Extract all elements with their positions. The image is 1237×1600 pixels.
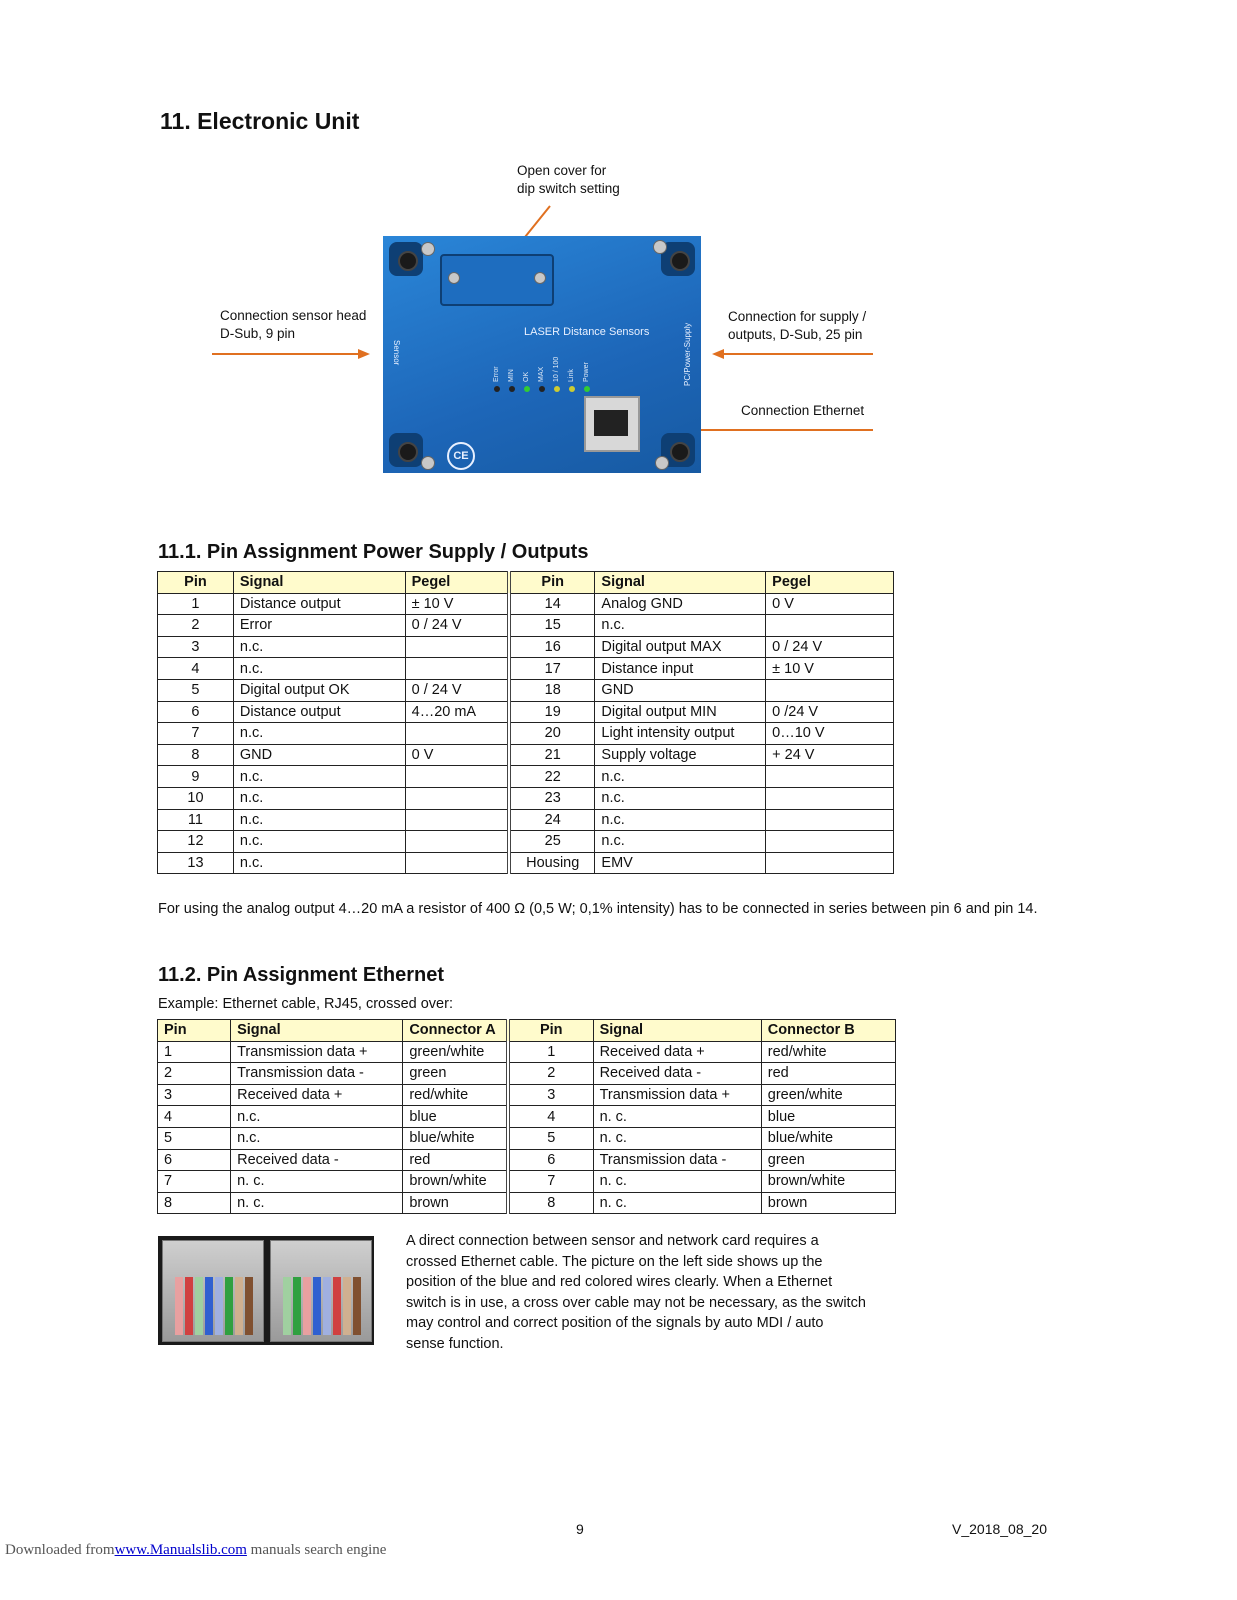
table-cell: 0 V [405,744,509,766]
table-cell: 6 [158,1149,231,1171]
table-row [158,658,894,680]
rj45-plug-a-icon [162,1240,264,1342]
table-header-row [158,1020,896,1042]
table-cell: Supply voltage [595,744,766,766]
screw-icon [421,456,435,470]
table-cell: Analog GND [595,593,766,615]
callout-cover [517,162,620,198]
page-number: 9 [576,1521,584,1537]
col-header: Connector B [761,1020,895,1042]
table-cell [766,809,894,831]
crossover-description [406,1231,866,1355]
table-cell: 4 [158,1106,231,1128]
table-cell: Digital output MIN [595,701,766,723]
table-cell: n.c. [233,787,405,809]
table-cell: green/white [761,1084,895,1106]
manualslib-link[interactable]: www.Manualslib.com [114,1542,247,1558]
led-max-icon [539,386,545,392]
led-label-max: MAX [538,366,545,382]
table-cell: Digital output MAX [595,636,766,658]
callout-ethernet: Connection Ethernet [741,403,865,418]
arrow-sensor-head [212,347,372,361]
led-min-icon [509,386,515,392]
col-header: Pin [509,572,595,594]
table-cell: n.c. [595,809,766,831]
col-header: Pegel [766,572,894,594]
dip-switch-cover[interactable] [440,254,554,306]
table-cell: 3 [508,1084,593,1106]
table-cell: 3 [158,1084,231,1106]
table-cell: n.c. [233,636,405,658]
table-cell: n. c. [231,1171,403,1193]
table-cell: 8 [158,744,234,766]
description-line: switch is in use, a cross over cable may not be necessary, as the switch [406,1294,866,1311]
table-row [158,1171,896,1193]
panel-label: LASER Distance Sensors [524,326,650,338]
table-cell: 8 [508,1192,593,1214]
col-header: Signal [233,572,405,594]
table-cell: n.c. [233,831,405,853]
table-cell [766,679,894,701]
table-cell: brown [761,1192,895,1214]
table-cell: 5 [158,679,234,701]
table-cell: 15 [509,615,595,637]
version-label: V_2018_08_20 [952,1521,1047,1537]
table-cell: 6 [508,1149,593,1171]
table-cell: Distance input [595,658,766,680]
rj45-port-icon[interactable] [584,396,640,452]
table-cell [766,615,894,637]
table-cell: Transmission data + [593,1084,761,1106]
table-cell: 20 [509,723,595,745]
table-cell [766,766,894,788]
table-row [158,615,894,637]
table-cell [766,852,894,874]
side-label-sensor: Sensor [392,340,401,366]
table-cell: 18 [509,679,595,701]
table-cell: 5 [508,1127,593,1149]
callout-supply [728,308,866,344]
table-cell [405,658,509,680]
col-header: Pin [158,1020,231,1042]
table-cell: n.c. [233,766,405,788]
table-cell: n. c. [593,1171,761,1193]
table-row [158,1106,896,1128]
download-prefix: Downloaded from [5,1542,115,1558]
table-cell: blue [761,1106,895,1128]
callout-sensor-head [220,307,366,343]
table-cell: GND [233,744,405,766]
table-row [158,831,894,853]
table-cell: Transmission data - [593,1149,761,1171]
table-row [158,1192,896,1214]
screw-icon [421,242,435,256]
table-cell: 2 [158,1063,231,1085]
table-cell: EMV [595,852,766,874]
col-header: Signal [231,1020,403,1042]
screw-icon [448,272,460,284]
table-cell [405,852,509,874]
table-cell: n.c. [595,787,766,809]
led-label-ok: OK [523,371,530,382]
led-label-10-100: 10 / 100 [553,356,560,382]
table-cell: brown/white [403,1171,508,1193]
table-row [158,636,894,658]
table-cell: 0 / 24 V [766,636,894,658]
download-suffix: manuals search engine [246,1542,387,1558]
table-cell: red/white [403,1084,508,1106]
table-cell: Received data - [231,1149,403,1171]
table-cell: 0 V [766,593,894,615]
table-cell: ± 10 V [405,593,509,615]
description-line: A direct connection between sensor and network card requires a [406,1233,819,1249]
table-cell: 1 [158,593,234,615]
table-cell: n.c. [233,658,405,680]
table-cell: 21 [509,744,595,766]
table-cell: 0 / 24 V [405,679,509,701]
table-cell: 2 [508,1063,593,1085]
table-cell [405,723,509,745]
table-cell: 2 [158,615,234,637]
table-cell [405,809,509,831]
table-cell: n.c. [595,766,766,788]
table-cell: 23 [509,787,595,809]
led-label-link: Link [568,369,575,382]
table-cell: Transmission data - [231,1063,403,1085]
pin-table-power [157,571,894,874]
section-title-power: 11.1. Pin Assignment Power Supply / Outputs [158,541,589,563]
table-cell: 6 [158,701,234,723]
table-cell: 3 [158,636,234,658]
table-cell: Distance output [233,593,405,615]
analog-output-note: For using the analog output 4…20 mA a resistor of 400 Ω (0,5 W; 0,1% intensity) has to be connected in series between pin 6 and pin 14. [158,901,1038,917]
table-row [158,766,894,788]
table-cell: n.c. [231,1106,403,1128]
table-cell: 0 / 24 V [405,615,509,637]
section-title-ethernet: 11.2. Pin Assignment Ethernet [158,964,445,986]
led-error-icon [494,386,500,392]
table-cell: blue/white [761,1127,895,1149]
table-cell: 17 [509,658,595,680]
table-cell: 22 [509,766,595,788]
table-row [158,1127,896,1149]
table-cell [766,831,894,853]
table-row [158,744,894,766]
table-cell: n. c. [593,1106,761,1128]
table-cell: n. c. [231,1192,403,1214]
table-row [158,1063,896,1085]
table-cell: 5 [158,1127,231,1149]
table-cell: 0 /24 V [766,701,894,723]
description-line: position of the blue and red colored wires clearly. When a Ethernet [406,1274,833,1291]
table-cell: n.c. [231,1127,403,1149]
table-cell: brown/white [761,1171,895,1193]
arrow-supply [710,347,875,361]
table-cell: + 24 V [766,744,894,766]
pin-table-ethernet [157,1019,896,1214]
table-cell: green [761,1149,895,1171]
led-label-min: MIN [508,369,515,382]
description-line: sense function. [406,1335,504,1352]
ce-mark-icon: CE [447,442,475,470]
table-cell: GND [595,679,766,701]
table-row [158,593,894,615]
led-ok-icon [524,386,530,392]
table-cell: n. c. [593,1127,761,1149]
table-row [158,1084,896,1106]
table-cell: 7 [508,1171,593,1193]
table-cell: red/white [761,1041,895,1063]
description-line: crossed Ethernet cable. The picture on the left side shows up the [406,1253,823,1270]
table-cell: red [761,1063,895,1085]
col-header: Pin [158,572,234,594]
side-label-supply: PC/Power-Supply [683,322,692,386]
callout-supply-line1: Connection for supply / [728,309,867,324]
table-cell: 16 [509,636,595,658]
table-cell: 14 [509,593,595,615]
table-cell: brown [403,1192,508,1214]
ethernet-subtitle: Example: Ethernet cable, RJ45, crossed over: [158,996,453,1012]
screw-icon [534,272,546,284]
table-cell: n.c. [595,615,766,637]
table-cell: Received data - [593,1063,761,1085]
rj45-crossover-photo [158,1236,374,1345]
description-line: may control and correct position of the signals by auto MDI / auto [406,1315,824,1332]
table-cell [405,787,509,809]
led-10-100-icon [554,386,560,392]
electronic-unit-photo [383,236,701,473]
table-cell [766,787,894,809]
table-cell: 4 [158,658,234,680]
table-cell: Error [233,615,405,637]
download-footer [5,1542,386,1559]
table-cell: 1 [158,1041,231,1063]
table-cell: Digital output OK [233,679,405,701]
table-row [158,701,894,723]
table-cell: 11 [158,809,234,831]
table-cell: 1 [508,1041,593,1063]
callout-cover-line1: Open cover for [517,163,607,178]
col-header: Signal [593,1020,761,1042]
table-cell: blue [403,1106,508,1128]
mount-hole-icon [389,433,423,467]
led-label-power: Power [583,362,590,382]
table-cell: n. c. [593,1192,761,1214]
callout-sensor-line1: Connection sensor head [220,308,367,323]
table-cell: blue/white [403,1127,508,1149]
table-cell: 9 [158,766,234,788]
table-cell: Transmission data + [231,1041,403,1063]
table-cell: 12 [158,831,234,853]
table-cell: Light intensity output [595,723,766,745]
table-cell [405,831,509,853]
table-row [158,723,894,745]
col-header: Pin [508,1020,593,1042]
mount-hole-icon [389,242,423,276]
table-cell: n.c. [595,831,766,853]
table-cell: red [403,1149,508,1171]
callout-sensor-line2: D-Sub, 9 pin [220,326,296,341]
table-row [158,1149,896,1171]
table-cell: 19 [509,701,595,723]
led-power-icon [584,386,590,392]
table-cell: n.c. [233,723,405,745]
callout-cover-line2: dip switch setting [517,181,620,196]
rj45-plug-b-icon [270,1240,372,1342]
table-cell: 10 [158,787,234,809]
col-header: Signal [595,572,766,594]
table-cell: Housing [509,852,595,874]
table-cell: 13 [158,852,234,874]
screw-icon [655,456,669,470]
table-row [158,679,894,701]
table-cell: 8 [158,1192,231,1214]
table-cell: Distance output [233,701,405,723]
table-cell [405,636,509,658]
table-row [158,1041,896,1063]
table-cell: 7 [158,723,234,745]
page-title: 11. Electronic Unit [160,108,360,134]
table-cell: Received data + [593,1041,761,1063]
table-cell: n.c. [233,809,405,831]
table-cell: green/white [403,1041,508,1063]
table-row [158,787,894,809]
table-cell: 0…10 V [766,723,894,745]
table-cell: Received data + [231,1084,403,1106]
table-row [158,809,894,831]
table-cell: n.c. [233,852,405,874]
table-cell: 4…20 mA [405,701,509,723]
table-cell [405,766,509,788]
screw-icon [653,240,667,254]
col-header: Connector A [403,1020,508,1042]
table-row [158,852,894,874]
table-header-row [158,572,894,594]
table-cell: 7 [158,1171,231,1193]
led-label-error: Error [493,366,500,382]
led-link-icon [569,386,575,392]
callout-supply-line2: outputs, D-Sub, 25 pin [728,327,863,342]
table-cell: ± 10 V [766,658,894,680]
table-cell: 4 [508,1106,593,1128]
table-cell: green [403,1063,508,1085]
col-header: Pegel [405,572,509,594]
table-cell: 25 [509,831,595,853]
table-cell: 24 [509,809,595,831]
